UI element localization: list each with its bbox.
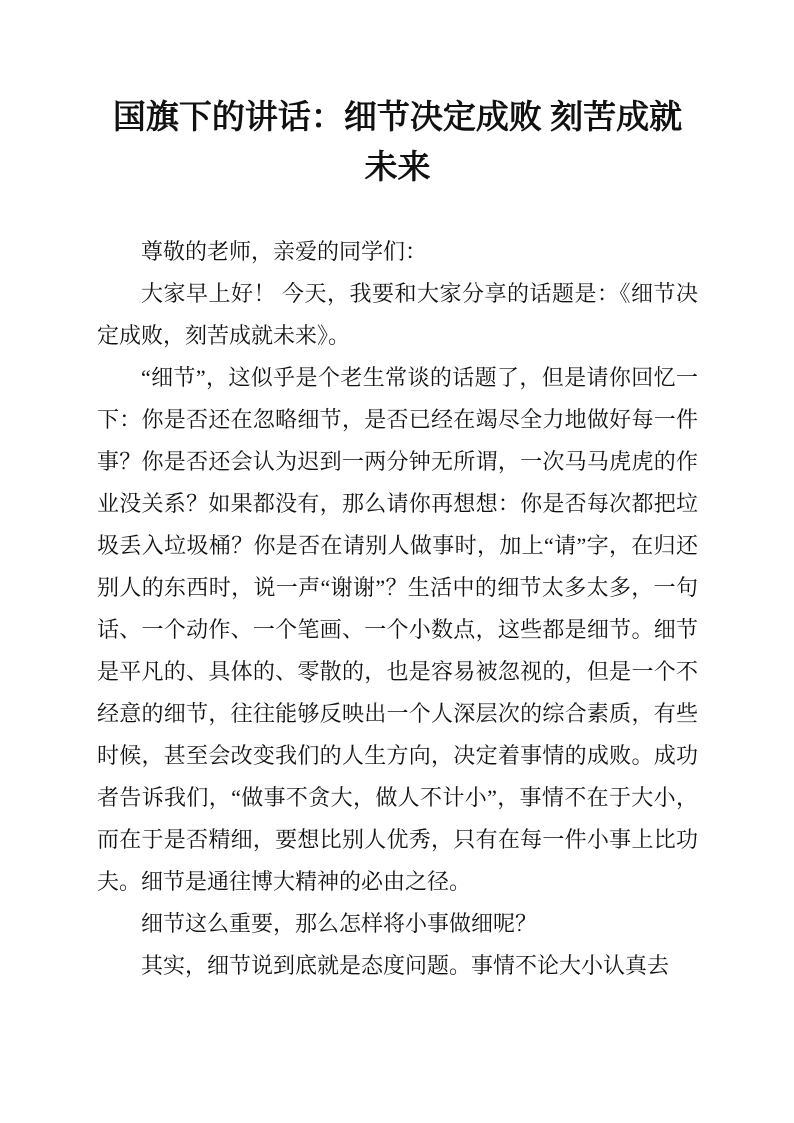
document-body: [97, 231, 698, 987]
paragraph: 尊敬的老师，亲爱的同学们：: [141, 239, 428, 264]
paragraph: 细节这么重要，那么怎样将小事做细呢？: [141, 911, 538, 936]
paragraph: 大家早上好！ 今天，我要和大家分享的话题是：《细节决定成败，刻苦成就未来》。: [97, 281, 698, 348]
paragraph: “细节”，这似乎是个老生常谈的话题了，但是请你回忆一下：你是否还在忽略细节，是否已经在竭尽全力地做好每一件事？你是否还会认为迟到一两分钟无所谓，一次马马虎虎的作业没关系？如果都没有，那么请你再想想：你是否每次都把垃圾丢入垃圾桶？你是否在请别人做事时，加上“请”字，在归还别人的东西时，说一声“谢谢”？生活中的细节太多太多，一句话、一个动作、一个笔画、一个小数点，这些都是细节。细节是平凡的、具体的、零散的，也是容易被忽视的，但是一个不经意的细节，往往能够反映出一个人深层次的综合素质，有些时候，甚至会改变我们的人生方向，决定着事情的成败。成功者告诉我们，“做事不贪大，做人不计小”，事情不在于大小，而在于是否精细，要想比别人优秀，只有在每一件小事上比功夫。细节是通往博大精神的必由之径。: [97, 365, 699, 894]
document-title-line-2: 未来: [364, 150, 431, 186]
document-title-line-1: 国旗下的讲话：细节决定成败 刻苦成就: [112, 100, 683, 136]
document-title: [97, 93, 698, 193]
paragraph: 其实，细节说到底就是态度问题。事情不论大小认真去: [141, 953, 670, 978]
